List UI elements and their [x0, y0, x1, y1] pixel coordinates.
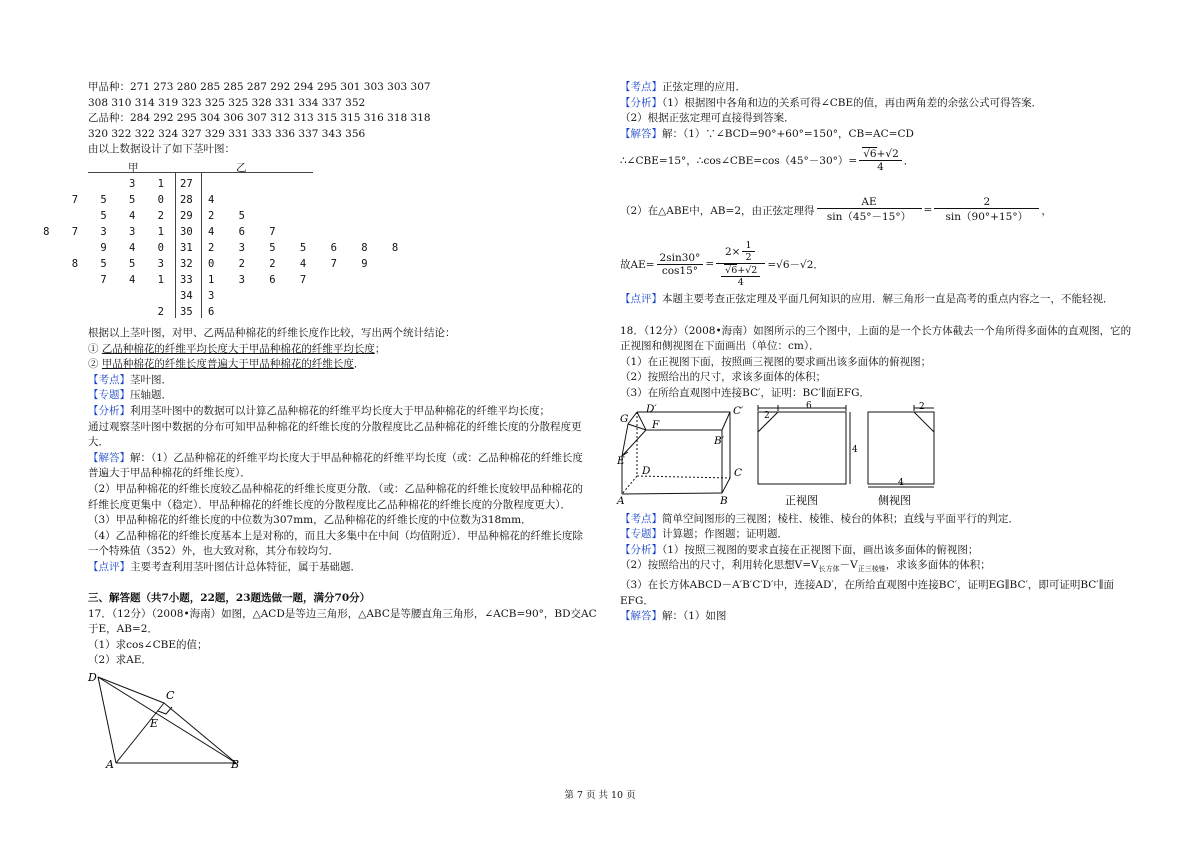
formula-cos-cbe — [620, 142, 1140, 178]
label-d-prime: D′ — [646, 402, 657, 415]
zhuanti-text: 压轴题． — [130, 389, 172, 402]
conclusion-1-end: ； — [374, 342, 386, 355]
label-e: E — [617, 454, 625, 467]
conclusion-1 — [88, 342, 588, 358]
jieda-tag: 【解答】 — [620, 127, 662, 140]
label-a: A — [617, 494, 625, 507]
stemleaf-leaf-a: 8 5 5 3 — [71, 257, 172, 270]
subscript-cuboid: 长方体 — [818, 565, 840, 574]
fenxi-text: 利用茎叶图中的数据可以计算乙品种棉花的纤维平均长度大于甲品种棉花的纤维平均长度； — [130, 404, 550, 417]
stemleaf-leaf-b: 2 3 5 5 6 8 8 — [208, 241, 408, 254]
q17-sub-1: （1）求cos∠CBE的值； — [88, 638, 208, 651]
formula-2-prefix: （2）在△ABE中，AB=2，由正弦定理得 — [620, 204, 815, 217]
stemleaf-leaf-a: 3 1 — [129, 177, 172, 190]
dianping-text: 本题主要考查正弦定理及平面几何知识的应用．解三角形一直是高考的重点内容之一，不能轻视． — [662, 293, 1114, 306]
solid-view — [622, 412, 730, 494]
denominator: 4 — [877, 160, 884, 173]
stemleaf-stem: 29 — [180, 209, 193, 222]
zhuanti-line — [88, 388, 588, 404]
jieda-text-2: （2）甲品种棉花的纤维长度较乙品种棉花的纤维长度更分散．（或：乙品种棉花的纤维长度较甲品种棉花的纤维长度更集中（稳定）．甲品种棉花的纤维长度的分散程度比乙品种棉花的纤维长度的分散程度更大）． — [88, 482, 583, 511]
jieda-line — [88, 451, 588, 482]
front-view — [758, 405, 850, 484]
stemleaf-leaf-b: 4 — [208, 193, 224, 206]
fenxi-text: （1）按照三视图的要求直接在正视图下面，画出该多面体的俯视图； — [662, 543, 979, 556]
jieda-tag: 【解答】 — [620, 610, 662, 623]
dianping-tag: 【点评】 — [620, 293, 662, 306]
jieda-text-1: 解：（1）乙品种棉花的纤维平均长度大于甲品种棉花的纤维平均长度（或：乙品种棉花的纤维长度普遍大于甲品种棉花的纤维长度）． — [88, 451, 583, 480]
numerator: 2sin30° — [657, 252, 704, 265]
jieda-line — [620, 127, 1140, 143]
formula-ae — [620, 236, 1140, 292]
label-c: C — [734, 466, 743, 479]
label-d: D — [88, 671, 97, 685]
side-view — [868, 405, 934, 487]
fenxi-volume-c: ，求该多面体的体积； — [885, 559, 991, 572]
stemleaf-header-b: 乙 — [236, 161, 247, 174]
label-b: B — [231, 758, 240, 772]
data-line: 乙品种：284 292 295 304 306 307 312 313 315 315 316 318 318 — [88, 112, 431, 125]
dianping-line — [620, 292, 1140, 308]
stem-leaf-plot — [43, 160, 408, 320]
front-dim-4: 4 — [852, 444, 858, 455]
section-heading: 三、解答题（共7小题，22题，23题选做一题，满分70分） — [88, 592, 371, 605]
kaodian-line — [620, 512, 1140, 528]
formula-1-end: ． — [903, 154, 915, 167]
compound-fraction — [716, 240, 765, 288]
triangle-figure — [88, 671, 258, 772]
jieda-text-4: （4）乙品种棉花的纤维长度基本上是对称的，而且大多集中在中间（均值附近）．甲品种棉花的纤维长度除一个特殊值（352）外，也大致对称，其分布较均匀． — [88, 529, 583, 558]
front-dim-2: 2 — [764, 410, 770, 421]
fenxi-line — [620, 96, 1140, 112]
polyhedron-figure — [617, 400, 930, 512]
fenxi-volume-line — [620, 558, 1140, 578]
denominator: sin（90°+15°） — [945, 211, 1029, 224]
side-view-caption: 侧视图 — [878, 493, 911, 507]
conclusion-2 — [88, 357, 588, 373]
numerator-factor: 2× — [724, 245, 741, 258]
stemleaf-leaf-a: 7 5 5 0 — [71, 193, 172, 206]
stemleaf-divider-right — [201, 172, 202, 318]
label-f: F — [652, 418, 660, 431]
front-view-caption: 正视图 — [785, 493, 818, 507]
zhuanti-tag: 【专题】 — [88, 389, 130, 402]
stemleaf-stem: 28 — [180, 193, 193, 206]
zhuanti-text: 计算题；作图题；证明题． — [662, 528, 788, 541]
kaodian-line — [620, 80, 1140, 96]
stemleaf-leaf-a: 7 4 1 — [100, 273, 172, 286]
fenxi-text-5: （3）在长方体ABCD－A′B′C′D′中，连接AD′，在所给直观图中连接BC′，证明EG∥BC′，即可证明BC′∥面EFG． — [620, 579, 1115, 607]
stemleaf-header-a: 甲 — [128, 161, 139, 174]
formula-1-prefix: ∴∠CBE=15°，∴cos∠CBE=cos（45°－30°）= — [620, 154, 858, 167]
stemleaf-leaf-a: 8 7 3 3 1 — [43, 225, 172, 238]
formula-3-prefix: 故AE= — [620, 258, 655, 271]
zhuanti-tag: 【专题】 — [620, 528, 662, 541]
front-dim-6: 6 — [806, 400, 812, 411]
fenxi-tag: 【分析】 — [88, 404, 130, 417]
dianping-tag: 【点评】 — [88, 560, 130, 573]
fraction — [657, 252, 704, 277]
equals: = — [923, 204, 933, 217]
plus-sqrt-2: +√2 — [876, 147, 899, 160]
q18-line-1: 18．（12分）（2008•海南）如图所示的三个图中，上面的是一个长方体截去一个角所得多面体的直观图，它的 — [620, 324, 1132, 337]
jieda-tag: 【解答】 — [88, 451, 130, 464]
label-d: D — [642, 464, 651, 477]
fenxi-text-2: （2）根据正弦定理可直接得到答案． — [620, 112, 795, 125]
fraction — [934, 196, 1039, 224]
stemleaf-leaf-b: 0 2 2 4 7 9 — [208, 257, 377, 270]
fenxi-volume-a: （2）按照给出的尺寸，利用转化思想V=V — [620, 559, 819, 572]
sqrt-6: √6 — [863, 147, 877, 160]
formula-3-result: =√6－√2． — [767, 258, 824, 271]
fraction — [859, 148, 902, 173]
label-g: G — [620, 412, 629, 425]
stemleaf-leaf-b: 1 3 6 7 — [208, 273, 316, 286]
label-b: B — [720, 494, 728, 507]
denominator: 2 — [745, 252, 752, 264]
dianping-text: 主要考查利用茎叶图估计总体特征，属于基础题． — [130, 560, 361, 573]
data-line: 308 310 314 319 323 325 325 328 331 334 337 352 — [88, 96, 366, 109]
kaodian-text: 正弦定理的应用． — [662, 81, 746, 93]
question-text: 根据以上茎叶图，对甲、乙两品种棉花的纤维长度作比较，写出两个统计结论： — [88, 326, 456, 339]
right-column — [617, 80, 1140, 625]
numerator: 1 — [742, 240, 754, 252]
label-a: A — [106, 758, 114, 772]
q18-sub-1: （1）在正视图下面，按照画三视图的要求画出该多面体的俯视图； — [620, 355, 932, 368]
stemleaf-stem: 35 — [180, 305, 193, 318]
fenxi-line — [88, 404, 588, 420]
kaodian-line — [88, 373, 588, 389]
q17-sub-2: （2）求AE． — [88, 654, 152, 667]
q17-line-1: 17．（12分）（2008•海南）如图，△ACD是等边三角形，△ABC是等腰直角三角形，∠ACB=90°，BD交AC — [88, 607, 597, 620]
denominator: 4 — [737, 277, 744, 289]
stemleaf-stem: 34 — [180, 289, 193, 302]
fraction — [817, 196, 922, 224]
design-text: 由以上数据设计了如下茎叶图： — [88, 143, 235, 156]
kaodian-text: 茎叶图． — [130, 373, 172, 386]
stemleaf-stem: 31 — [180, 241, 193, 254]
data-line: 甲品种：271 273 280 285 285 287 292 294 295 301 303 303 307 — [88, 81, 431, 93]
formula-2-end: ， — [1041, 204, 1052, 217]
formula-sine-law — [620, 192, 1140, 228]
conclusion-2-end: ． — [353, 358, 365, 371]
jieda-text: 解：（1）如图 — [662, 610, 727, 623]
q17-line-2: 于E，AB=2． — [88, 623, 158, 636]
jieda-line — [620, 609, 1140, 625]
left-column — [43, 80, 597, 772]
stemleaf-leaf-a: 2 — [157, 305, 172, 318]
stemleaf-leaf-b: 2 5 — [208, 209, 254, 222]
conclusion-1-number: ① — [88, 342, 99, 355]
page-footer: 第 7 页 共 10 页 — [564, 790, 636, 801]
kaodian-tag: 【考点】 — [88, 373, 130, 386]
kaodian-tag: 【考点】 — [620, 81, 662, 93]
stemleaf-leaf-b: 3 — [208, 289, 224, 302]
side-dim-4: 4 — [898, 477, 904, 488]
numerator: AE — [817, 196, 922, 209]
stemleaf-leaf-a: 9 4 0 — [100, 241, 172, 254]
side-dim-2: 2 — [919, 401, 925, 412]
stemleaf-stem: 27 — [180, 177, 193, 190]
conclusion-2-number: ② — [88, 358, 99, 371]
q18-sub-3: （3）在所给直观图中连接BC′，证明：BC′∥面EFG． — [620, 386, 871, 399]
conclusion-1-text: 乙品种棉花的纤维平均长度大于甲品种棉花的纤维平均长度 — [101, 342, 375, 355]
inner-fraction — [721, 265, 760, 288]
label-c: C — [166, 689, 175, 703]
fenxi-line — [620, 543, 1140, 559]
fenxi-tag: 【分析】 — [620, 96, 662, 109]
jieda-text-3: （3）甲品种棉花的纤维长度的中位数为307mm，乙品种棉花的纤维长度的中位数为318mm． — [88, 514, 532, 527]
subscript-pyramid: 正三棱锥 — [857, 565, 886, 574]
denominator: sin（45°－15°） — [826, 211, 912, 224]
stemleaf-leaf-a: 5 4 2 — [100, 209, 172, 222]
label-b-prime: B′ — [714, 434, 725, 447]
stemleaf-stem: 30 — [180, 225, 193, 238]
dianping-line — [88, 560, 588, 576]
zhuanti-line — [620, 527, 1140, 543]
fenxi-text-2: 通过观察茎叶图中数据的分布可知甲品种棉花的纤维长度的分散程度比乙品种棉花的纤维长度的分散程度更大． — [88, 420, 582, 449]
stemleaf-divider-left — [175, 172, 176, 318]
stemleaf-leaf-b: 4 6 7 — [208, 225, 285, 238]
denominator: cos15° — [661, 264, 699, 277]
sqrt-6: √6 — [725, 265, 738, 277]
q18-sub-2: （2）按照给出的尺寸，求该多面体的体积； — [620, 371, 827, 384]
half-fraction — [742, 240, 754, 263]
stemleaf-stem: 33 — [180, 273, 193, 286]
kaodian-tag: 【考点】 — [620, 512, 662, 525]
conclusion-2-text: 甲品种棉花的纤维长度普遍大于甲品种棉花的纤维长度 — [101, 358, 354, 371]
equals: = — [705, 258, 715, 271]
jieda-text-1: 解：（1）∵∠BCD=90°+60°=150°，CB=AC=CD — [662, 127, 914, 140]
label-c-prime: C′ — [733, 404, 744, 417]
fenxi-volume-b: －V — [839, 559, 858, 572]
stemleaf-leaf-b: 6 — [208, 305, 224, 318]
plus-sqrt-2: +√2 — [737, 265, 758, 277]
q18-line-2: 正视图和侧视图在下面画出（单位：cm）． — [620, 340, 820, 353]
label-e: E — [150, 717, 159, 731]
stemleaf-stem: 32 — [180, 257, 193, 270]
numerator: 2 — [934, 196, 1039, 209]
fenxi-text: （1）根据图中各角和边的关系可得∠CBE的值，再由两角差的余弦公式可得答案． — [662, 96, 1043, 109]
data-line: 320 322 322 324 327 329 331 333 336 337 343 356 — [88, 127, 366, 140]
kaodian-text: 简单空间图形的三视图；棱柱、棱锥、棱台的体积；直线与平面平行的判定． — [662, 512, 1019, 525]
fenxi-tag: 【分析】 — [620, 543, 662, 556]
